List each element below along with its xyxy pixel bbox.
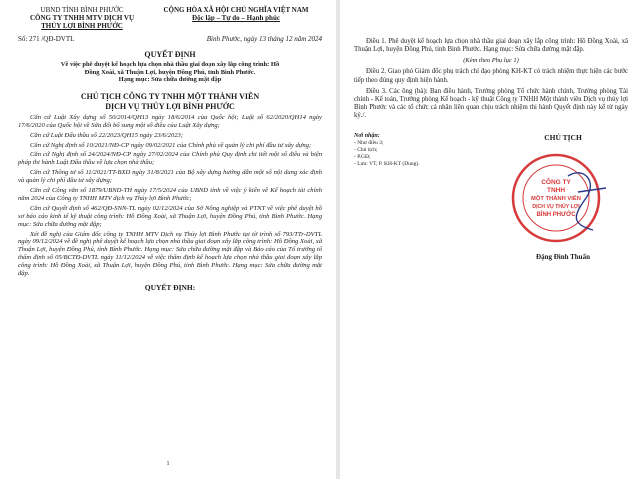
svg-text:BÌNH PHƯỚC: BÌNH PHƯỚC	[536, 211, 576, 218]
issuing-agency: UBND TỈNH BÌNH PHƯỚC	[40, 6, 124, 14]
basis-paragraph: Căn cứ Quyết định số 462/QĐ-SNN-TL ngày 02/12/2024 của Sở Nông nghiệp và PTNT về việc phê duyệt hồ sơ báo cáo kinh tế kỹ thuật công trình: Hồ Đồng Xoài, xã Thuận Lợi, huyện Đồng Phú, tỉnh Bình Phước. Hạng mục: Sửa chữa đường mặt đập;	[18, 204, 322, 228]
basis-paragraph: Căn cứ Nghị định số 10/2021/NĐ-CP ngày 09/02/2021 của Chính phủ về quản lý chi phí đầu tư xây dựng;	[30, 141, 312, 149]
authority-line: DỊCH VỤ THỦY LỢI BÌNH PHƯỚC	[105, 101, 235, 111]
issuer-block	[18, 6, 146, 30]
recipients-block	[354, 133, 474, 261]
signer-block	[498, 133, 628, 261]
signer-name: Đặng Đình Thuấn	[536, 252, 590, 261]
svg-text:MỘT THÀNH VIÊN: MỘT THÀNH VIÊN	[531, 195, 581, 202]
subject-line: Hạng mục: Sửa chữa đường mặt đập	[118, 76, 222, 84]
legal-basis	[18, 114, 322, 278]
document-header	[18, 6, 322, 30]
signature-section	[354, 133, 628, 261]
document-number: Số: 271 /QĐ-DVTL	[18, 35, 75, 43]
basis-paragraph: Căn cứ Thông tư số 11/2021/TT-BXD ngày 31/8/2021 của Bộ xây dựng hướng dẫn một số nội dung xác định và quản lý chi phí đầu tư xây dựng;	[18, 169, 322, 185]
subject-line: Về việc phê duyệt kế hoạch lựa chọn nhà thầu giai đoạn xây lắp công trình: Hồ	[60, 61, 280, 68]
basis-paragraph: Xét đề nghị của Giám đốc công ty TNHH MTV Dịch vụ Thủy lợi Bình Phước tại tờ trình số 793/TTr-DVTL ngày 09/12/2024 về đề nghị phê duyệt kế hoạch lựa chọn nhà thầu giai đoạn xây lắp công trình: Hồ Đồng Xoài, xã Thuận Lợi, huyện Đồng Phú, tỉnh Bình Phước. Hạng mục: Sửa chữa đường mặt đập và Báo cáo của Tổ trưởng tổ thẩm định số 05/BCTĐ-DVTL ngày 11/12/2024 về việc thẩm định kế hoạch lựa chọn nhà thầu giai đoạn xây lắp công trình: Hồ Đồng Xoài, xã Thuận Lợi, huyện Đồng Phú, tỉnh Bình Phước. Hạng mục: Sửa chữa đường mặt đập.	[18, 230, 322, 278]
document-subject	[26, 61, 314, 84]
company-name-line1: CÔNG TY TNHH MTV DỊCH VỤ	[29, 14, 135, 22]
basis-paragraph: Căn cứ Luật Đấu thầu số 22/2023/QH15 ngày 23/6/2023;	[30, 131, 184, 139]
seal-and-signature	[498, 146, 628, 251]
page-number: 1	[166, 461, 170, 467]
article-1: Điều 1. Phê duyệt kế hoạch lựa chọn nhà thầu giai đoạn xây lắp công trình: Hồ Đồng Xoài, xã Thuận Lợi, huyện Đồng Phú, tỉnh Bình Phước. Hạng mục: Sửa chữa đường mặt đập.	[354, 38, 628, 54]
document-title: QUYẾT ĐỊNH	[144, 50, 196, 59]
basis-paragraph: Căn cứ Công văn số 1879/UBND-TH ngày 17/5/2024 của UBND tỉnh về việc ý kiến về Kế hoạch tài chính năm 2024 của Công ty TNHH MTV dịch vụ Thủy lợi Bình Phước;	[18, 187, 322, 202]
issuing-authority	[18, 92, 322, 112]
national-motto: Độc lập – Tự do – Hạnh phúc	[192, 14, 280, 22]
basis-paragraph: Căn cứ Nghị định số 24/2024/NĐ-CP ngày 27/02/2024 của Chính phủ Quy định chi tiết một số điều và biện pháp thi hành Luật Đấu thầu về lựa chọn nhà thầu;	[18, 151, 322, 167]
signer-title: CHỦ TỊCH	[544, 132, 582, 142]
recipients-label: Nơi nhận:	[354, 132, 380, 139]
recipient-item: - Lưu: VT, P. KH-KT (Dung).	[354, 160, 420, 167]
authority-line: CHỦ TỊCH CÔNG TY TNHH MỘT THÀNH VIÊN	[80, 91, 260, 101]
company-name-line2: THỦY LỢI BÌNH PHƯỚC	[41, 22, 123, 30]
nation-name: CỘNG HÒA XÃ HỘI CHỦ NGHĨA VIỆT NAM	[163, 6, 309, 14]
basis-paragraph: Căn cứ Luật Xây dựng số 50/2014/QH13 ngày 18/6/2014 của Quốc hội; Luật số 62/2020/QH14 ngày 17/6/2020 của Quốc hội về Sửa đổi bổ sung một số điều của Luật Xây dựng;	[18, 113, 322, 129]
recipient-item: - Như điều 3;	[354, 139, 384, 146]
svg-text:DỊCH VỤ THỦY LỢI: DỊCH VỤ THỦY LỢI	[532, 203, 580, 210]
national-heading	[150, 6, 322, 30]
annex-note: (Kèm theo Phụ lục 1)	[463, 57, 519, 65]
article-3: Điều 3. Các ông (bà): Ban điều hành, Trưởng phòng Tổ chức hành chính, Trưởng phòng Tài chính - Kế toán, Trưởng phòng Kế hoạch - kỹ thuật Công ty TNHH Một thành viên Dịch vụ thủy lợi Bình Phước và các tổ chức cá nhân liên quan chịu trách nhiệm thi hành Quyết định này kể từ ngày ký./.	[354, 87, 628, 120]
svg-text:CÔNG TY: CÔNG TY	[541, 178, 571, 186]
company-seal-icon	[508, 146, 618, 251]
decision-page-2	[340, 0, 640, 479]
article-2: Điều 2. Giao phó Giám đốc phụ trách chỉ đạo phòng KH-KT có trách nhiệm thực hiện các bước tiếp theo đúng quy định hiện hành.	[354, 68, 628, 84]
svg-text:TNHH: TNHH	[546, 186, 566, 194]
recipient-item: - Chủ tịch;	[354, 146, 378, 153]
recipient-item: - P.GĐ;	[354, 153, 371, 160]
decision-heading: QUYẾT ĐỊNH:	[144, 283, 196, 292]
subject-line: Đồng Xoài, xã Thuận Lợi, huyện Đồng Phú, tỉnh Bình Phước.	[84, 68, 256, 76]
document-date: Bình Phước, ngày 13 tháng 12 năm 2024	[206, 35, 322, 43]
document-meta	[18, 35, 322, 43]
